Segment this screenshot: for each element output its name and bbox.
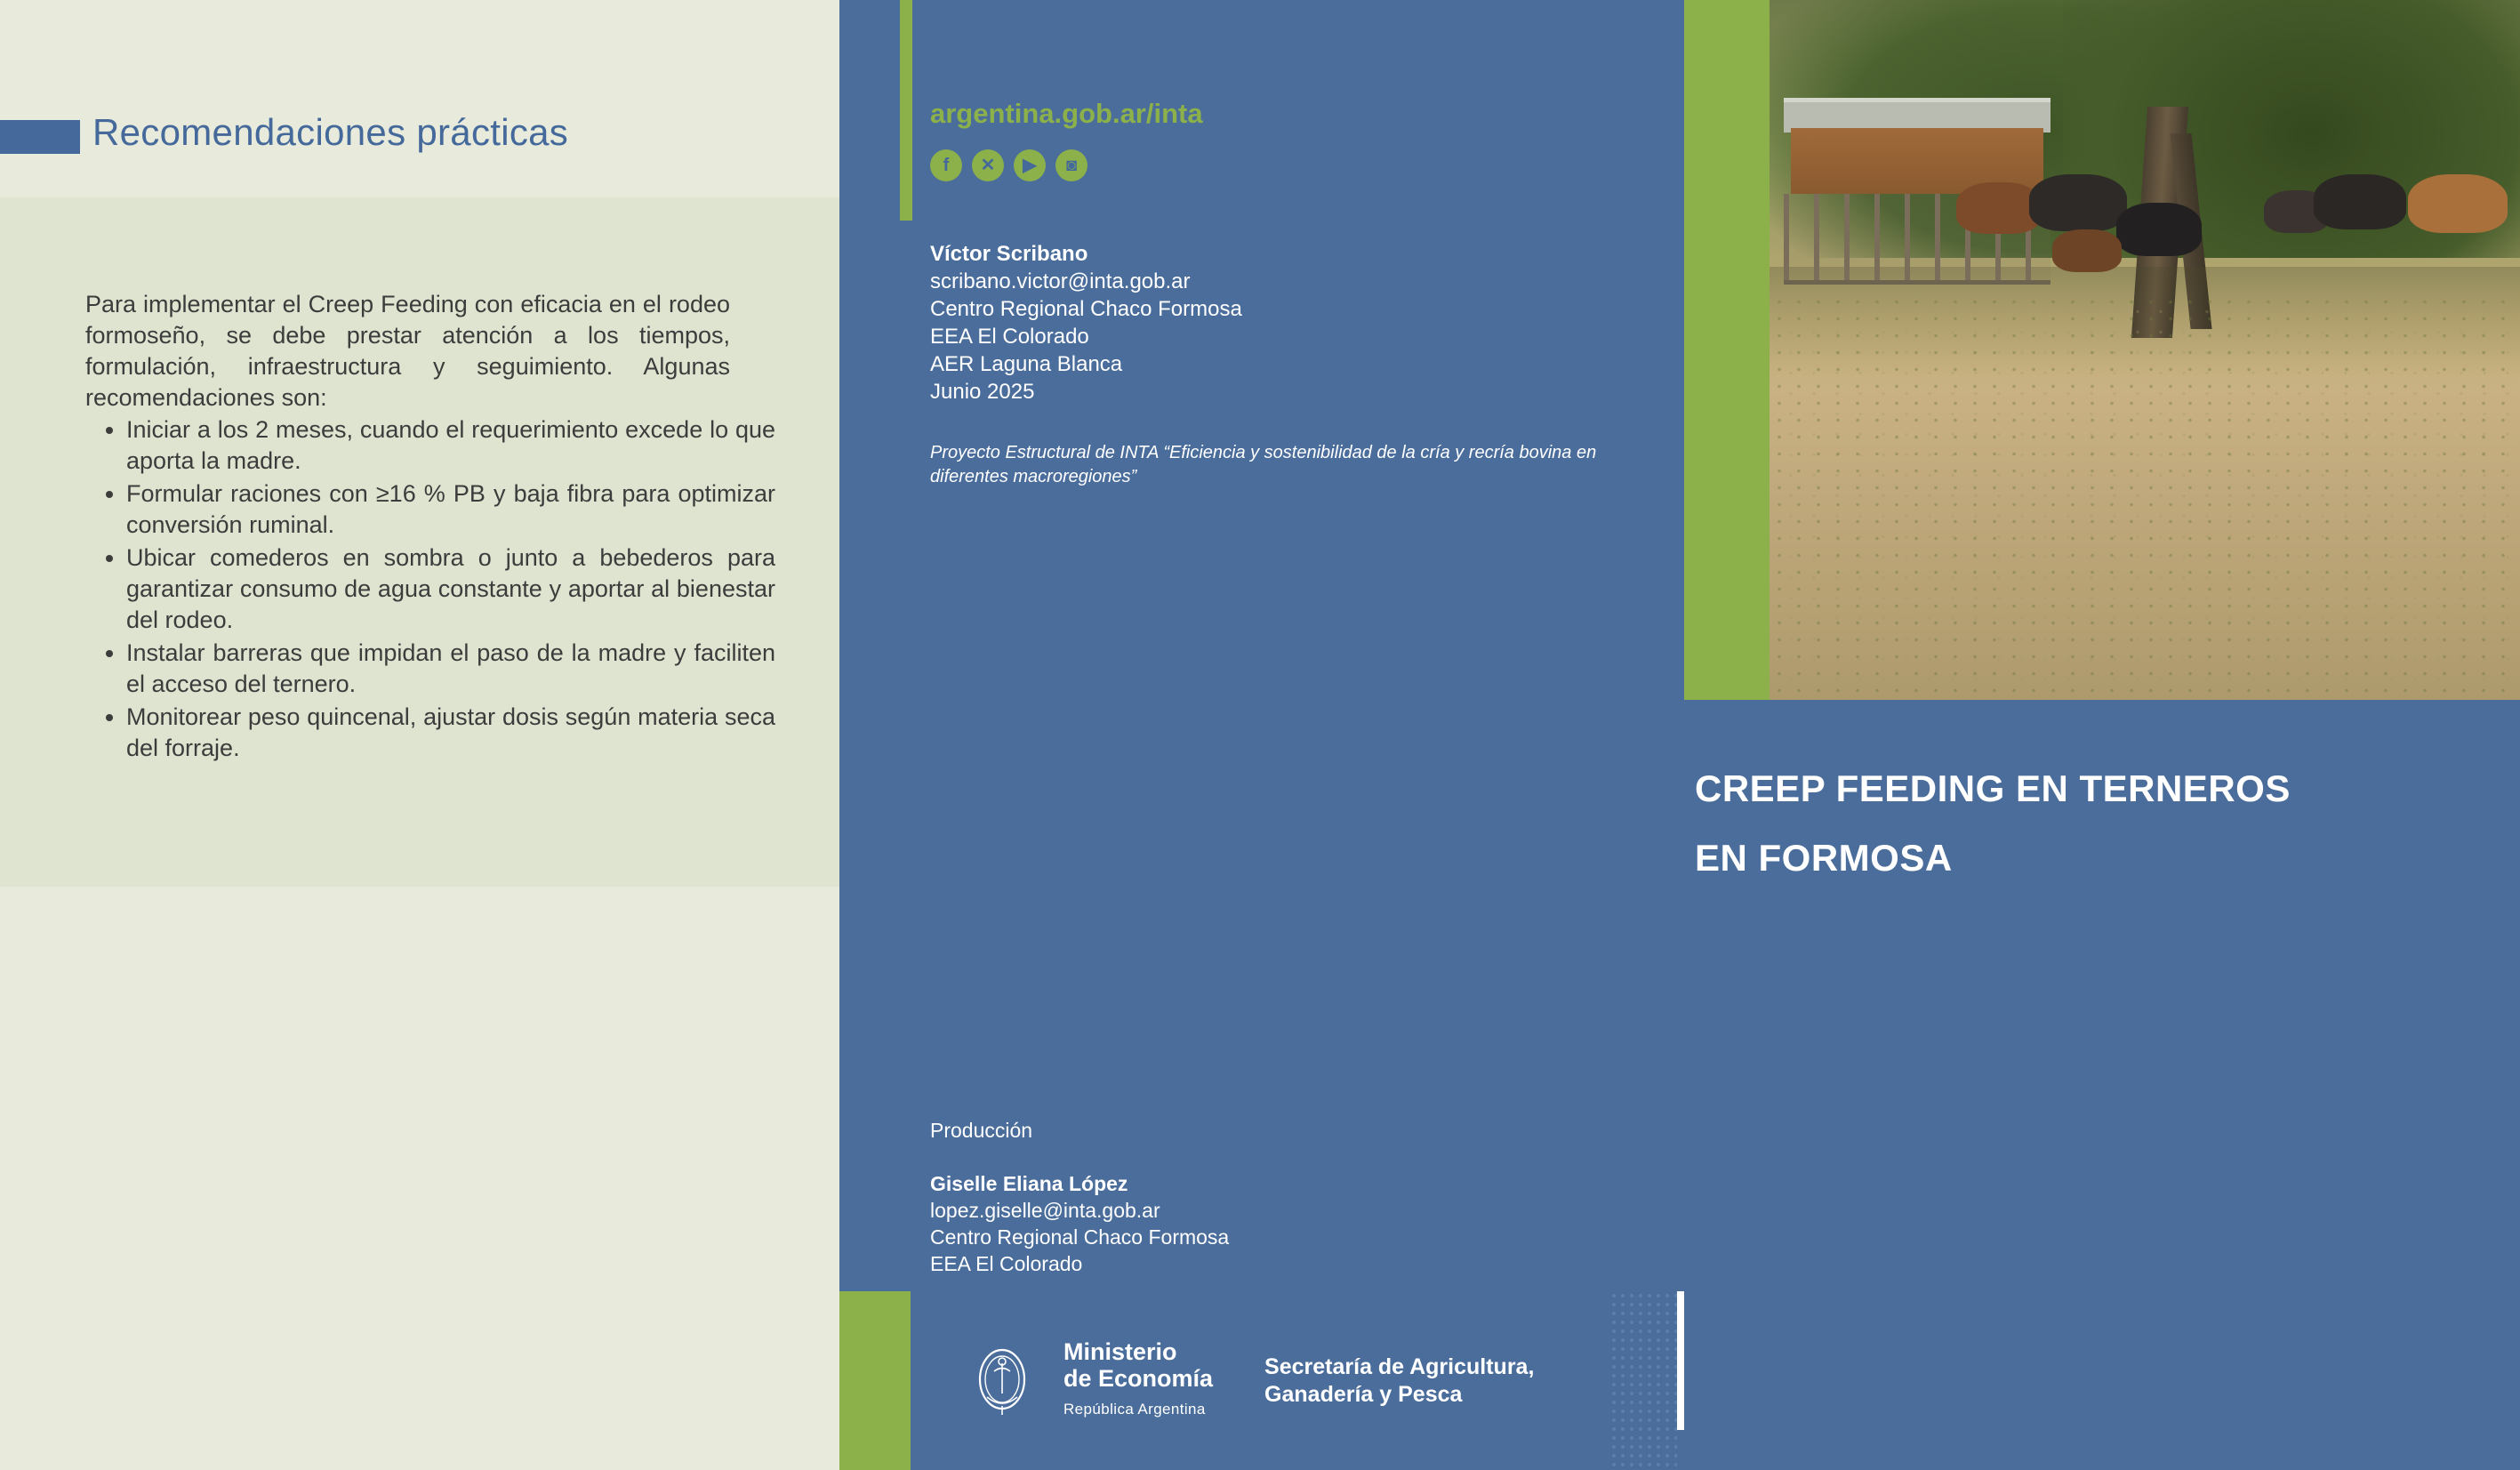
production-name: Giselle Eliana López: [930, 1172, 1128, 1195]
facebook-icon[interactable]: f: [930, 149, 962, 181]
cover-title-line-1: CREEP FEEDING EN TERNEROS: [1695, 767, 2291, 809]
author-name: Víctor Scribano: [930, 242, 1088, 266]
ministry-subtitle: República Argentina: [1063, 1401, 1206, 1418]
calf-shape: [2029, 174, 2127, 231]
production-email[interactable]: lopez.giselle@inta.gob.ar: [930, 1199, 1160, 1222]
author-center: Centro Regional Chaco Formosa: [930, 297, 1242, 321]
argentina-shield-icon: [971, 1342, 1033, 1420]
secretariat-line-1: Secretaría de Agricultura,: [1264, 1354, 1535, 1379]
cover-title: [1695, 754, 2477, 893]
ministry-name: [1063, 1338, 1213, 1423]
secretariat-name: [1264, 1354, 1534, 1409]
instagram-icon[interactable]: ◙: [1055, 149, 1087, 181]
list-item: • Ubicar comederos en sombra o junto a bebederos para garantizar consumo de agua constante y aportar al bienestar del rodeo.: [126, 542, 775, 636]
ministry-line-2: de Economía: [1063, 1365, 1214, 1392]
project-note: Proyecto Estructural de INTA “Eficiencia y sostenibilidad de la cría y recría bovina en diferentes macroregiones”: [930, 443, 1597, 486]
back-cover-footer-area: [0, 887, 839, 1470]
production-label: Producción: [930, 1119, 1033, 1142]
green-accent-square: [839, 1291, 911, 1470]
list-item: • Iniciar a los 2 meses, cuando el requerimiento excede lo que aporta la madre.: [126, 414, 775, 477]
ministry-logo-group: [911, 1291, 1609, 1470]
social-links: [930, 149, 1087, 181]
section-accent-bar: [0, 120, 80, 154]
recommendations-list: [85, 414, 775, 766]
author-contact-block: [930, 240, 1242, 406]
website-link[interactable]: argentina.gob.ar/inta: [930, 98, 1203, 129]
calf-shape: [2408, 174, 2508, 233]
cover-green-band: [1684, 0, 1770, 700]
cover-photo: [1770, 0, 2520, 700]
intro-paragraph: Para implementar el Creep Feeding con eficacia en el rodeo formoseño, se debe prestar atención a los tiempos, formulación, infraestructura y seguimiento. Algunas recomendaciones son:: [85, 291, 730, 411]
dot-pattern-decoration: [1609, 1291, 1677, 1470]
calf-shape: [2116, 203, 2202, 256]
author-agency: AER Laguna Blanca: [930, 352, 1123, 376]
list-item: • Formular raciones con ≥16 % PB y baja fibra para optimizar conversión ruminal.: [126, 478, 775, 541]
section-title: Recomendaciones prácticas: [92, 111, 569, 153]
calf-shape: [2052, 229, 2122, 272]
production-station: EEA El Colorado: [930, 1252, 1083, 1275]
secretariat-line-2: Ganadería y Pesca: [1264, 1381, 1463, 1407]
publication-date: Junio 2025: [930, 380, 1035, 404]
ministry-line-1: Ministerio: [1063, 1338, 1177, 1365]
author-email[interactable]: scribano.victor@inta.gob.ar: [930, 269, 1191, 293]
youtube-icon[interactable]: ▶: [1014, 149, 1046, 181]
author-station: EEA El Colorado: [930, 325, 1089, 349]
list-item: • Monitorear peso quincenal, ajustar dosis según materia seca del forraje.: [126, 702, 775, 764]
green-accent-stripe: [900, 0, 912, 221]
cover-title-line-2: EN FORMOSA: [1695, 837, 1953, 879]
back-cover-header: [0, 0, 839, 197]
production-center: Centro Regional Chaco Formosa: [930, 1225, 1230, 1249]
calf-shape: [2314, 174, 2406, 229]
x-twitter-icon[interactable]: ✕: [972, 149, 1004, 181]
production-contact-block: [930, 1170, 1229, 1277]
list-item: • Instalar barreras que impidan el paso de la madre y faciliten el acceso del ternero.: [126, 638, 775, 700]
